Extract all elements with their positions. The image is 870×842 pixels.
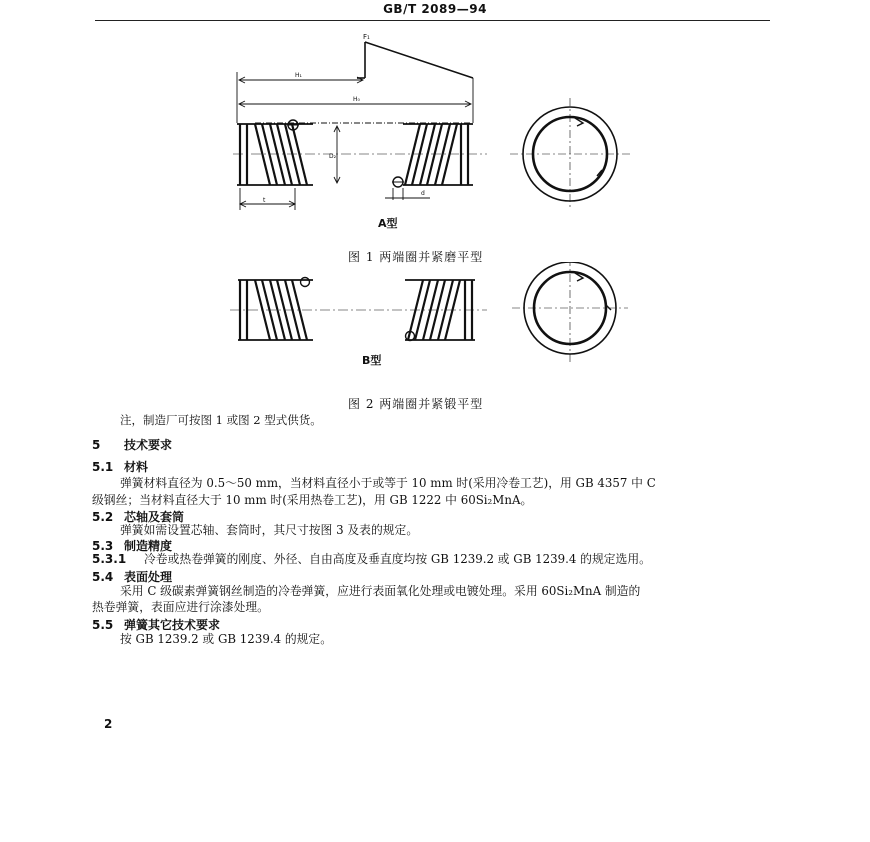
coil-left [240,124,307,185]
header-rule [95,20,770,21]
figure-2-type-label: B型 [362,354,382,367]
dim-label-d2: D₂ [329,153,337,160]
figure-note: 注，制造厂可按图 1 或图 2 型式供货。 [120,413,322,427]
section-5-4-line-2: 热卷弹簧，表面应进行涂漆处理。 [92,600,269,614]
section-5-5-heading: 5.5 弹簧其它技术要求 [92,618,221,632]
end-view-1 [510,98,630,210]
end-view-2 [512,262,628,362]
section-5-4-heading: 5.4 表面处理 [92,570,173,584]
section-5-1-heading: 5.1 材料 [92,460,149,474]
dim-label-fc: F₁ [363,33,370,41]
section-5-3-1-paragraph: 5.3.1 冷卷或热卷弹簧的刚度、外径、自由高度及垂直度均按 GB 1239.2 或 GB 1239.4 的规定选用。 [92,552,651,566]
section-5-4-line-1: 采用 C 级碳素弹簧钢丝制造的冷卷弹簧，应进行表面氧化处理或电镀处理。采用 60Si₂MnA 制造的 [120,584,641,598]
coil-right [405,124,468,185]
figure-2-caption: 图 2 两端圈并紧锻平型 [348,397,484,411]
section-5-2-line-1: 弹簧如需设置芯轴、套筒时，其尺寸按图 3 及表的规定。 [120,523,419,537]
figure-1-type-label: A型 [378,217,398,230]
load-diagram [357,42,473,78]
figure-1-drawing [225,28,645,228]
section-5-1-line-1: 弹簧材料直径为 0.5～50 mm，当材料直径小于或等于 10 mm 时(采用冷卷工艺)，用 GB 4357 中 C [120,476,656,490]
page-number: 2 [104,717,113,731]
section-5-3-heading: 5.3 制造精度 [92,539,173,553]
dim-label-h0: H₀ [353,96,360,103]
section-5-5-line-1: 按 GB 1239.2 或 GB 1239.4 的规定。 [120,632,333,646]
section-5-2-heading: 5.2 芯轴及套筒 [92,510,185,524]
dim-label-d: d [421,190,425,197]
figure-2-drawing [225,262,645,374]
dim-label-hc: H₁ [295,72,302,79]
figure-1-caption: 图 1 两端圈并紧磨平型 [348,250,484,264]
section-5-heading: 5 技术要求 [92,438,173,452]
dim-label-t: t [263,197,266,204]
section-5-1-line-2: 级钢丝；当材料直径大于 10 mm 时(采用热卷工艺)，用 GB 1222 中 60Si₂MnA。 [92,493,533,507]
running-header: GB/T 2089—94 [383,2,487,16]
